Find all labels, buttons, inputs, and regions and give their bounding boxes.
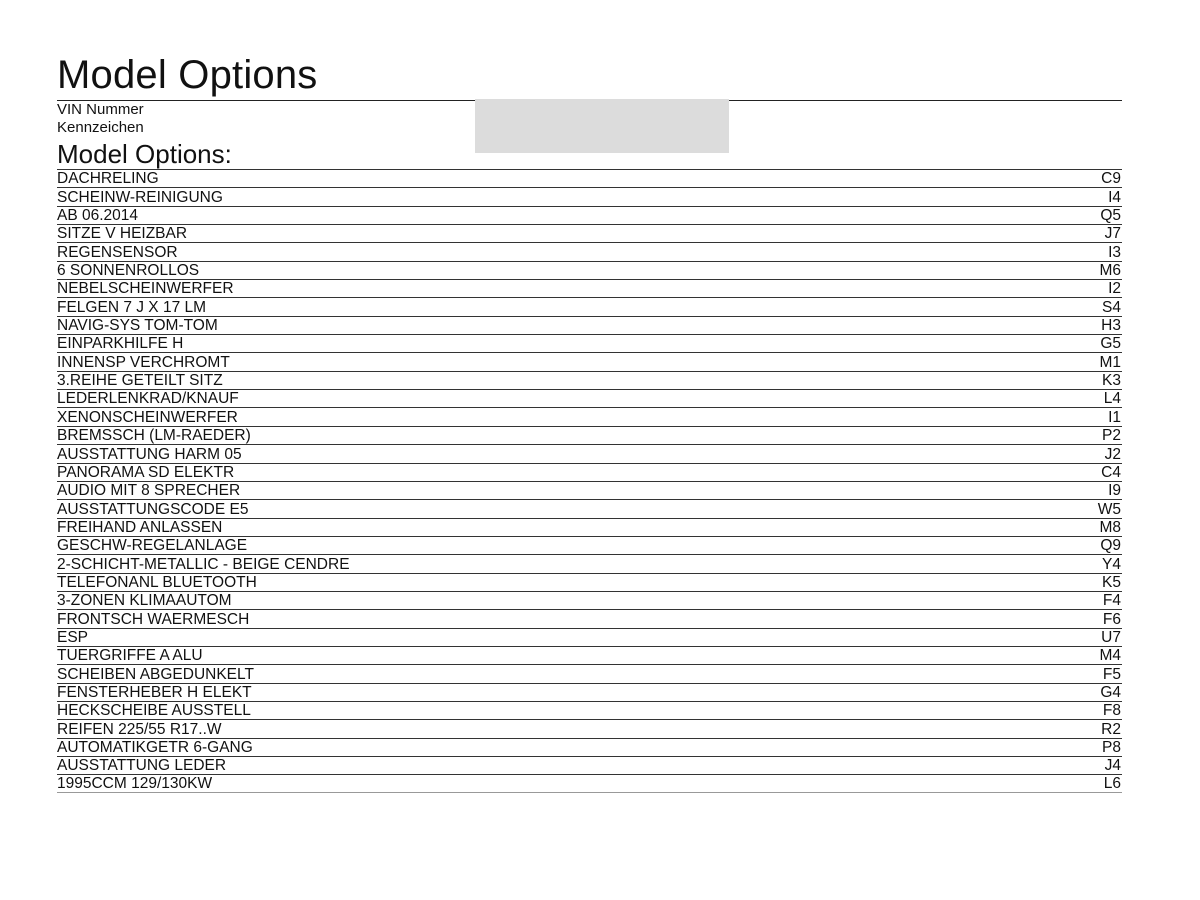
option-name: INNENSP VERCHROMT [57,353,230,371]
option-name: 2-SCHICHT-METALLIC - BEIGE CENDRE [57,555,350,573]
option-name: FELGEN 7 J X 17 LM [57,298,207,316]
option-name: ESP [57,628,89,646]
option-name: SITZE V HEIZBAR [57,225,188,243]
option-code: P8 [1102,739,1121,756]
option-row [57,756,1122,774]
option-code: U7 [1101,628,1121,646]
page-title: Model Options [57,53,318,97]
option-name: SCHEIBEN ABGEDUNKELT [57,665,254,683]
option-row [57,518,1122,536]
option-name: GESCHW-REGELANLAGE [57,537,248,555]
option-code: M6 [1099,262,1121,280]
option-name: NAVIG-SYS TOM-TOM [57,317,218,335]
option-code: K5 [1102,573,1121,591]
option-name: AUSSTATTUNGSCODE E5 [57,500,249,518]
option-code: R2 [1101,720,1121,738]
plate-label: Kennzeichen [57,119,144,136]
option-row [57,591,1122,609]
option-name: 3-ZONEN KLIMAAUTOM [57,592,232,610]
option-code: I4 [1108,188,1121,206]
option-code: H3 [1101,317,1121,335]
option-code: I3 [1108,243,1121,261]
option-code: F4 [1102,592,1121,610]
option-name: HECKSCHEIBE AUSSTELL [57,702,251,720]
option-row [57,774,1122,792]
option-code: W5 [1097,500,1121,518]
option-name: AB 06.2014 [57,207,139,225]
document-page [57,52,1122,793]
option-name: FRONTSCH WAERMESCH [57,610,250,628]
option-row [57,261,1122,279]
option-row [57,279,1122,297]
option-name: TELEFONANL BLUETOOTH [57,573,257,591]
option-code: F5 [1102,665,1121,683]
option-code: P2 [1102,427,1121,445]
option-row [57,701,1122,719]
option-code: C9 [1101,170,1121,188]
option-code: M8 [1099,518,1121,536]
option-row [57,316,1122,334]
option-code: S4 [1102,298,1121,316]
option-row [57,719,1122,737]
redacted-block [475,99,729,153]
option-name: REIFEN 225/55 R17..W [57,720,222,738]
option-row [57,664,1122,682]
option-name: BREMSSCH (LM-RAEDER) [57,427,251,445]
options-list [57,169,1122,793]
option-code: K3 [1102,372,1121,390]
option-name: NEBELSCHEINWERFER [57,280,234,298]
option-name: SCHEINW-REINIGUNG [57,188,223,206]
option-code: I9 [1108,482,1121,500]
option-code: F8 [1102,702,1121,720]
option-name: PANORAMA SD ELEKTR [57,463,235,481]
option-row [57,609,1122,627]
option-code: G4 [1100,683,1121,701]
option-code: C4 [1101,463,1121,481]
option-code: M1 [1099,353,1121,371]
option-row [57,499,1122,517]
option-row [57,371,1122,389]
option-row [57,463,1122,481]
option-name: AUTOMATIKGETR 6-GANG [57,739,253,756]
option-row [57,224,1122,242]
vehicle-info-block [57,100,1122,169]
option-row [57,573,1122,591]
option-code: G5 [1100,335,1121,353]
option-name: EINPARKHILFE H [57,335,184,353]
option-row [57,352,1122,370]
option-name: TUERGRIFFE A ALU [57,647,203,665]
option-row [57,554,1122,572]
option-row [57,536,1122,554]
option-code: J7 [1104,225,1121,243]
option-code: L6 [1103,774,1121,792]
option-name: DACHRELING [57,170,159,188]
option-row [57,334,1122,352]
option-row [57,407,1122,425]
option-name: AUSSTATTUNG HARM 05 [57,445,242,463]
option-name: FREIHAND ANLASSEN [57,518,223,536]
option-code: J4 [1104,757,1121,775]
option-row [57,169,1122,187]
option-name: LEDERLENKRAD/KNAUF [57,390,239,408]
option-name: XENONSCHEINWERFER [57,408,238,426]
option-name: 3.REIHE GETEILT SITZ [57,372,223,390]
option-code: I2 [1108,280,1121,298]
option-code: F6 [1102,610,1121,628]
option-name: REGENSENSOR [57,243,178,261]
option-code: L4 [1103,390,1121,408]
option-row [57,187,1122,205]
option-code: Y4 [1102,555,1121,573]
option-row [57,444,1122,462]
option-row [57,481,1122,499]
option-name: 1995CCM 129/130KW [57,774,213,792]
option-code: J2 [1104,445,1121,463]
option-row [57,426,1122,444]
option-row [57,683,1122,701]
option-code: Q5 [1100,207,1121,225]
option-name: 6 SONNENROLLOS [57,262,200,280]
option-code: I1 [1108,408,1121,426]
option-row [57,297,1122,315]
option-name: AUDIO MIT 8 SPRECHER [57,482,241,500]
option-name: FENSTERHEBER H ELEKT [57,683,252,701]
option-name: AUSSTATTUNG LEDER [57,757,227,775]
section-title: Model Options: [57,139,232,169]
option-row [57,628,1122,646]
option-row [57,738,1122,756]
option-code: M4 [1099,647,1121,665]
option-row [57,206,1122,224]
option-row [57,242,1122,260]
option-code: Q9 [1100,537,1121,555]
option-row [57,646,1122,664]
option-row [57,389,1122,407]
vin-label: VIN Nummer [57,101,144,118]
